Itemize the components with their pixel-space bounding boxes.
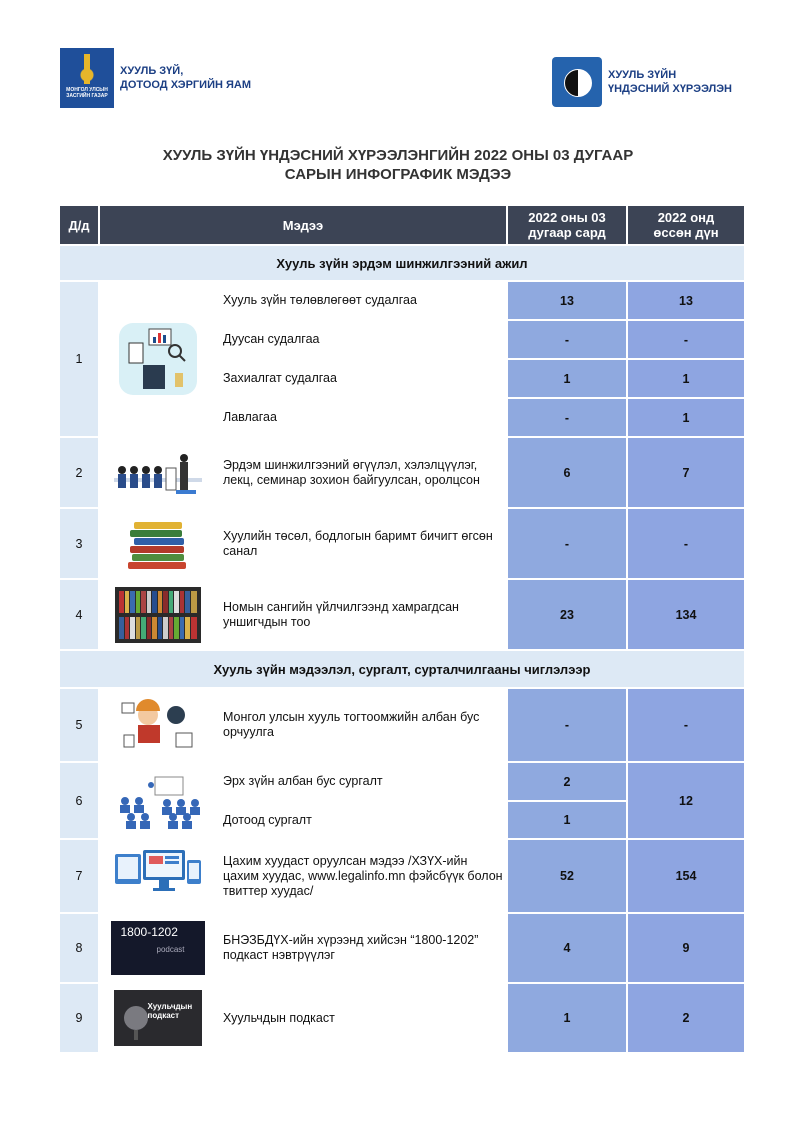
state-emblem-icon [60,48,114,108]
row-month-value: - [507,688,627,762]
ministry-name-line-1: ХУУЛЬ ЗҮЙ, [120,65,184,77]
title-line-2: САРЫН ИНФОГРАФИК МЭДЭЭ [284,166,512,183]
ministry-name-line-2: ДОТООД ХЭРГИЙН ЯАМ [120,79,251,91]
lawyers-podcast-caption-line-2: подкаст [147,1011,180,1020]
books-stack-icon [126,518,190,570]
header-month-line-2: дугаар сард [528,225,606,240]
row-month-value: 23 [507,579,627,650]
row-total-value: - [627,320,745,359]
row-month-value: 1 [507,801,627,839]
row-total-value: 154 [627,839,745,913]
row-label: Эрх зүйн албан бус сургалт [216,762,507,801]
row-month-value: 1 [507,359,627,398]
row-label: Дуусан судалгаа [216,320,507,359]
row-month-value: 1 [507,983,627,1053]
row-number: 6 [59,762,99,839]
institute-name-line-2: ҮНДЭСНИЙ ХҮРЭЭЛЭН [608,83,732,95]
lawyers-podcast-caption-line-1: Хуульчдын [147,1002,193,1011]
row-label: Лавлагаа [216,398,507,437]
row-month-value: 13 [507,281,627,320]
training-class-icon [115,773,201,829]
row-label: Хууль зүйн төлөвлөгөөт судалгаа [216,281,507,320]
header-dd: Д/д [59,205,99,245]
row-total-value: 1 [627,398,745,437]
emblem-text-line-2: ЗАСГИЙН ГАЗАР [66,93,108,99]
institute-logo [552,57,732,107]
research-illustration [99,281,216,437]
podcast-1800-word: podcast [156,945,185,954]
row-total-value: - [627,508,745,579]
row-label: Хуульчдын подкаст [216,983,507,1053]
header-total [627,205,745,245]
lawyers-podcast-caption [148,1002,193,1020]
row-number: 7 [59,839,99,913]
section-research: Хууль зүйн эрдэм шинжилгээний ажил [59,245,745,281]
header-info: Мэдээ [99,205,507,245]
podcast-1800-number: 1800-1202 [120,925,178,939]
puzzle-yinyang-icon [552,57,602,107]
row-number: 3 [59,508,99,579]
row-label: Захиалгат судалгаа [216,359,507,398]
section-information: Хууль зүйн мэдээлэл, сургалт, сурталчилгааны чиглэлээр [59,650,745,688]
row-number: 1 [59,281,99,437]
seminar-illustration [99,437,216,508]
row-month-value: 52 [507,839,627,913]
page-title [0,146,796,184]
row-month-value: 6 [507,437,627,508]
row-month-value: 2 [507,762,627,801]
research-chart-icon [115,321,201,397]
header-total-line-2: өссөн дүн [653,225,719,240]
library-shelves-icon [115,587,201,643]
row-month-value: - [507,320,627,359]
row-label: Хуулийн төсөл, бодлогын баримт бичигт өгсөн санал [216,508,507,579]
row-number: 4 [59,579,99,650]
row-total-value: 134 [627,579,745,650]
training-illustration [99,762,216,839]
row-label: БНЭЗБДҮХ-ийн хүрээнд хийсэн “1800-1202” подкаст нэвтрүүлэг [216,913,507,983]
header-month [507,205,627,245]
row-total-value: 13 [627,281,745,320]
ministry-logo [60,48,251,108]
row-total-value: 9 [627,913,745,983]
row-total-value: 2 [627,983,745,1053]
translation-icon [118,695,198,755]
row-total-value: 12 [627,762,745,839]
row-total-value: 7 [627,437,745,508]
podcast-1800-banner [111,921,205,975]
row-total-value: 1 [627,359,745,398]
emblem-text-line-1: МОНГОЛ УЛСЫН [66,87,108,93]
row-month-value: 4 [507,913,627,983]
web-devices-icon [113,848,203,904]
institute-name-line-1: ХУУЛЬ ЗҮЙН [608,69,677,81]
row-number: 2 [59,437,99,508]
row-label: Эрдэм шинжилгээний өгүүлэл, хэлэлцүүлэг, лекц, семинар зохион байгуулсан, оролцсон [216,437,507,508]
books-illustration [99,508,216,579]
row-label: Номын сангийн үйлчилгээнд хамрагдсан уншигчдын тоо [216,579,507,650]
row-label: Цахим хуудаст оруулсан мэдээ /ХЗҮХ-ийн цахим хуудас, www.legalinfo.mn фэйсбүүк болон твиттер хуудас/ [216,839,507,913]
lawyers-podcast-illustration [99,983,216,1053]
row-label: Монгол улсын хууль тогтоомжийн албан бус орчуулга [216,688,507,762]
row-number: 5 [59,688,99,762]
title-line-1: ХУУЛЬ ЗҮЙН ҮНДЭСНИЙ ХҮРЭЭЛЭНГИЙН 2022 ОНЫ 03 ДУГААР [162,147,634,164]
podcast-1800-illustration [99,913,216,983]
row-month-value: - [507,508,627,579]
lawyers-podcast-banner [114,990,202,1046]
infographic-table [59,205,745,1053]
header-month-line-1: 2022 оны 03 [528,210,606,225]
website-illustration [99,839,216,913]
seminar-icon [112,450,204,496]
translation-illustration [99,688,216,762]
row-month-value: - [507,398,627,437]
row-number: 8 [59,913,99,983]
row-label: Дотоод сургалт [216,801,507,839]
row-total-value: - [627,688,745,762]
header-total-line-1: 2022 онд [657,210,715,225]
row-number: 9 [59,983,99,1053]
library-illustration [99,579,216,650]
